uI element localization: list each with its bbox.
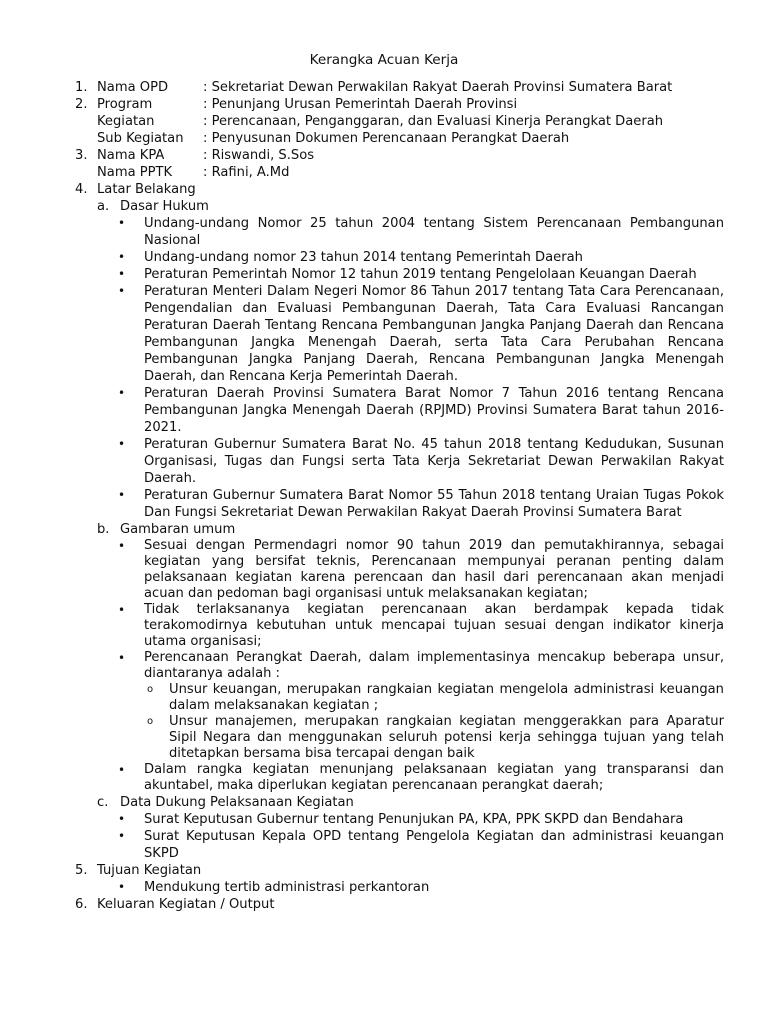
- info-label: Nama PPTK: [97, 165, 173, 180]
- info-label: Sub Kegiatan: [97, 131, 184, 146]
- subsection-marker: c.: [97, 795, 109, 810]
- info-label: Program: [97, 97, 153, 112]
- document-body: [0, 79, 768, 913]
- subsection-marker: b.: [97, 522, 110, 537]
- info-row-program: [0, 96, 768, 113]
- section-heading-tujuan-kegiatan: [0, 862, 768, 879]
- list-item: • Mendukung tertib administrasi perkantoran: [144, 879, 724, 896]
- list-item: • Undang-undang nomor 23 tahun 2014 tentang Pemerintah Daerah: [144, 249, 724, 266]
- list-item: • Dalam rangka kegiatan menunjang pelaksanaan kegiatan yang transparansi dan akuntabel, maka diperlukan kegiatan perencanaan perangkat daerah;: [144, 762, 724, 794]
- subsection-title: Gambaran umum: [120, 522, 236, 537]
- list-item: • Peraturan Daerah Provinsi Sumatera Barat Nomor 7 Tahun 2016 tentang Rencana Pembangunan Jangka Menengah Daerah (RPJMD) Provinsi Sumatera Barat tahun 2016-2021.: [144, 385, 724, 436]
- info-row-kpa: [0, 147, 768, 164]
- section-title: Latar Belakang: [97, 182, 196, 197]
- list-item: • Tidak terlaksananya kegiatan perencanaan akan berdampak kepada tidak terakomodirnya kebutuhan untuk mencapai tujuan sesuai dengan indikator kinerja utama organisasi;: [144, 602, 724, 650]
- section-heading-latar-belakang: [0, 181, 768, 198]
- section-title: Keluaran Kegiatan / Output: [97, 897, 275, 912]
- info-label: Kegiatan: [97, 114, 155, 129]
- list-item: • Surat Keputusan Kepala OPD tentang Pengelola Kegiatan dan administrasi keuangan SKPD: [144, 828, 724, 862]
- document-title: Kerangka Acuan Kerja: [309, 52, 459, 68]
- item-number: 2.: [75, 97, 88, 112]
- item-number: 4.: [75, 182, 88, 197]
- list-item: • Sesuai dengan Permendagri nomor 90 tahun 2019 dan pemutakhirannya, sebagai kegiatan yang bersifat teknis, Perencanaan mempunyai peranan penting dalam pelaksanaan kegiatan karena perencaan dan hasil dari perencanaan akan menjadi acuan dan pedoman bagi organisasi untuk melaksanakan kegiatan;: [144, 538, 724, 602]
- section-title: Tujuan Kegiatan: [97, 863, 202, 878]
- nested-list-item: o Unsur keuangan, merupakan rangkaian kegiatan mengelola administrasi keuangan dalam melaksanakan kegiatan ;: [169, 682, 724, 714]
- item-number: 1.: [75, 80, 88, 95]
- info-value: : Sekretariat Dewan Perwakilan Rakyat Daerah Provinsi Sumatera Barat: [203, 80, 673, 95]
- subsection-heading-dasar-hukum: [0, 198, 768, 215]
- subsection-heading-data-dukung: [0, 794, 768, 811]
- subsection-title: Data Dukung Pelaksanaan Kegiatan: [120, 795, 354, 810]
- info-value: : Riswandi, S.Sos: [203, 148, 315, 163]
- list-item: • Perencanaan Perangkat Daerah, dalam implementasinya mencakup beberapa unsur, diantaranya adalah :: [144, 650, 724, 682]
- list-item: • Undang-undang Nomor 25 tahun 2004 tentang Sistem Perencanaan Pembangunan Nasional: [144, 215, 724, 249]
- list-item: • Peraturan Gubernur Sumatera Barat No. 45 tahun 2018 tentang Kedudukan, Susunan Organisasi, Tugas dan Fungsi serta Tata Kerja Sekretariat Dewan Perwakilan Rakyat Daerah.: [144, 436, 724, 487]
- subsection-heading-gambaran-umum: [0, 521, 768, 538]
- list-item: • Peraturan Gubernur Sumatera Barat Nomor 55 Tahun 2018 tentang Uraian Tugas Pokok Dan Fungsi Sekretariat Dewan Perwakilan Rakyat Daerah Provinsi Sumatera Barat: [144, 487, 724, 521]
- info-row-pptk: [0, 164, 768, 181]
- list-item: • Peraturan Pemerintah Nomor 12 tahun 2019 tentang Pengelolaan Keuangan Daerah: [144, 266, 724, 283]
- info-label: Nama KPA: [97, 148, 165, 163]
- item-number: 3.: [75, 148, 88, 163]
- section-heading-keluaran-kegiatan: [0, 896, 768, 913]
- info-value: : Perencanaan, Penganggaran, dan Evaluasi Kinerja Perangkat Daerah: [203, 114, 664, 129]
- subsection-marker: a.: [97, 199, 110, 214]
- info-row-sub-kegiatan: [0, 130, 768, 147]
- item-number: 5.: [75, 863, 88, 878]
- subsection-title: Dasar Hukum: [120, 199, 209, 214]
- nested-list-item: o Unsur manajemen, merupakan rangkaian kegiatan menggerakkan para Aparatur Sipil Negara dan menggunakan seluruh potensi kerja sehingga tujuan yang telah ditetapkan bersama bisa tercapai dengan baik: [169, 714, 724, 762]
- item-number: 6.: [75, 897, 88, 912]
- info-value: : Penyusunan Dokumen Perencanaan Perangkat Daerah: [203, 131, 570, 146]
- info-label: Nama OPD: [97, 80, 169, 95]
- info-value: : Rafini, A.Md: [203, 165, 290, 180]
- list-item: • Peraturan Menteri Dalam Negeri Nomor 86 Tahun 2017 tentang Tata Cara Perencanaan, Pengendalian dan Evaluasi Pembangunan Daerah, Tata Cara Evaluasi Rancangan Peraturan Daerah Tentang Rencana Pembangunan Jangka Panjang Daerah dan Rencana Pembangunan Jangka Menengah Daerah, serta Tata Cara Perubahan Rencana Pembangunan Jangka Panjang Daerah, Rencana Pembangunan Jangka Menengah Daerah, dan Rencana Kerja Pemerintah Daerah.: [144, 283, 724, 385]
- info-value: : Penunjang Urusan Pemerintah Daerah Provinsi: [203, 97, 518, 112]
- info-row-opd: [0, 79, 768, 96]
- info-row-kegiatan: [0, 113, 768, 130]
- list-item: • Surat Keputusan Gubernur tentang Penunjukan PA, KPA, PPK SKPD dan Bendahara: [144, 811, 724, 828]
